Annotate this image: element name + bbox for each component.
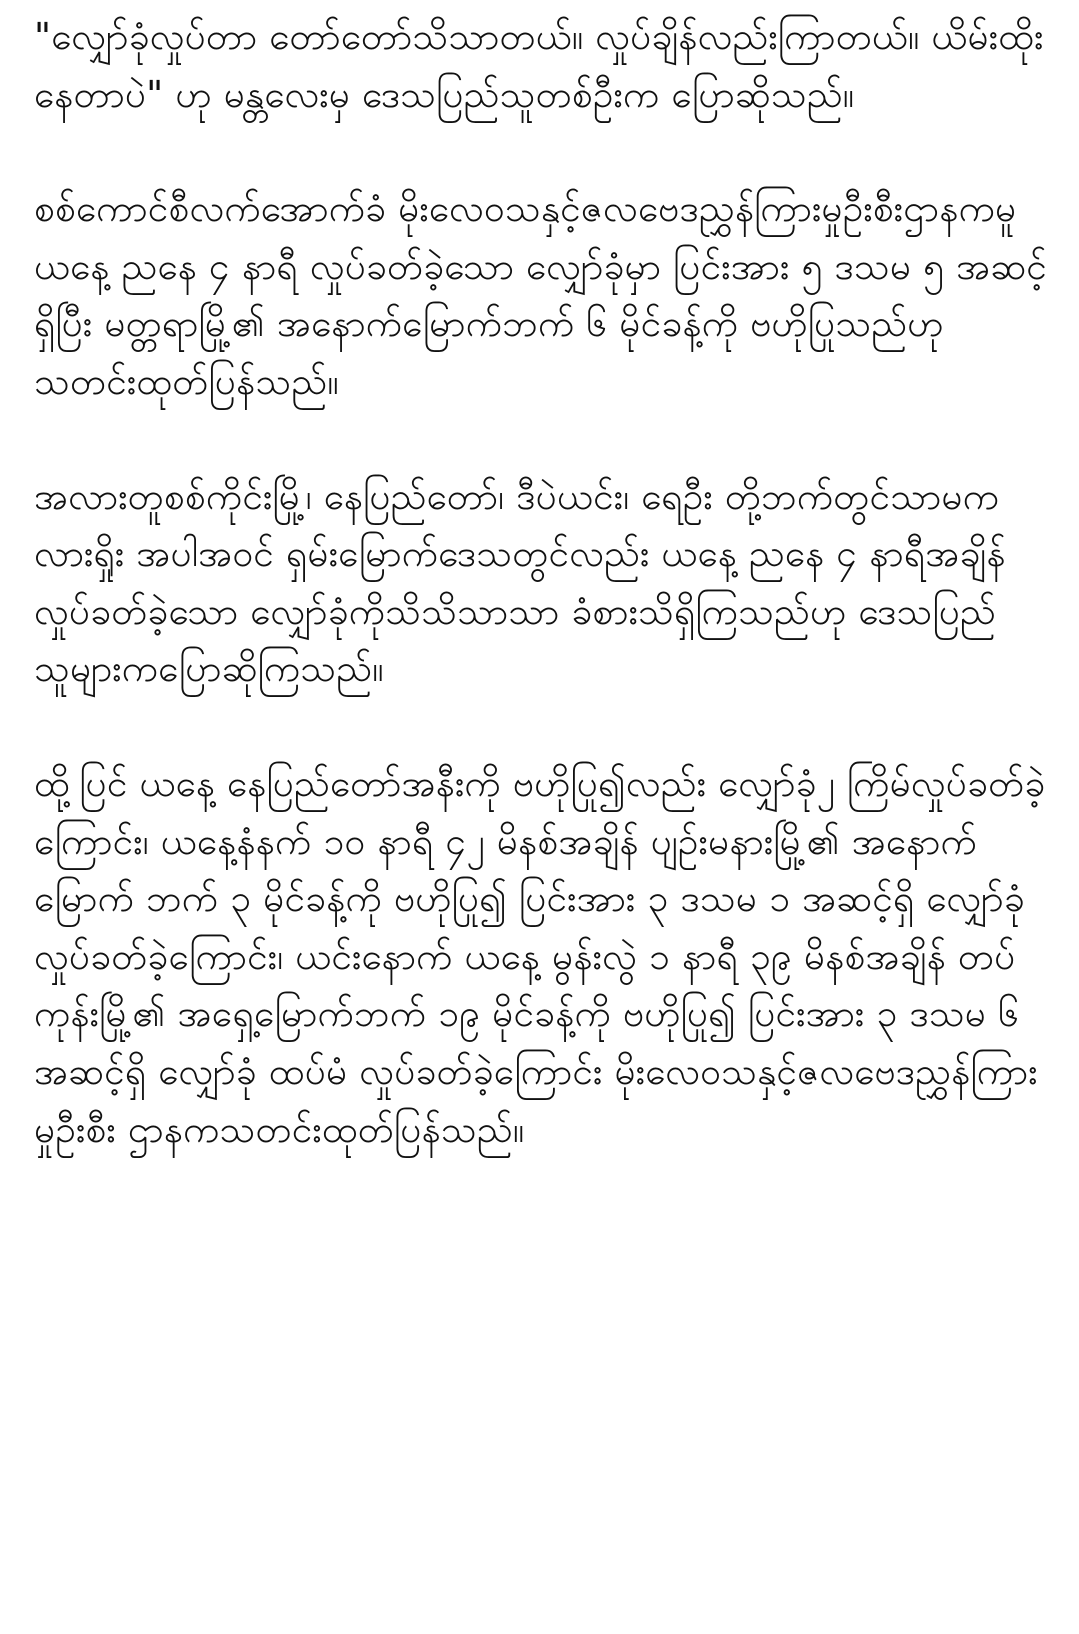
paragraph-spacer (34, 123, 1054, 180)
paragraph-spacer (34, 411, 1054, 468)
paragraph-quote: "လျှော်ခုံလှုပ်တာ တော်တော်သိသာတယ်။ လှုပ်ချိန်လည်းကြာတယ်။ ယိမ်းထိုးနေတာပဲ" ဟု မန္တလေးမှ ဒေသပြည်သူတစ်ဦးက ပြောဆိုသည်။ (34, 15, 1044, 116)
article-body (34, 8, 1054, 1158)
paragraph-spacer (34, 698, 1054, 755)
paragraph-regional-reports: အလားတူစစ်ကိုင်းမြို့၊ နေပြည်တော်၊ ဒီပဲယင်း၊ ရေဦး တို့ဘက်တွင်သာမက လားရှိုး အပါအဝင် ရှမ်းမြောက်ဒေသတွင်လည်း ယနေ့ ညနေ ၄ နာရီအချိန် လှုပ်ခတ်ခဲ့သော လျှော်ခုံကိုသိသိသာသာ ခံစားသိရှိကြသည်ဟု ဒေသပြည်သူများကပြောဆိုကြသည်။ (34, 474, 1006, 691)
paragraph-official-statement: စစ်ကောင်စီလက်အောက်ခံ မိုးလေဝသနှင့်ဇလဗေဒညွှန်ကြားမှုဦးစီးဌာနကမူ ယနေ့ ညနေ ၄ နာရီ လှုပ်ခတ်ခဲ့သော လျှော်ခုံမှာ ပြင်းအား ၅ ဒသမ ၅ အဆင့်ရှိပြီး မတ္တရာမြို့၏ အနောက်မြောက်ဘက် ၆ မိုင်ခန့်ကို ဗဟိုပြုသည်ဟု သတင်းထုတ်ပြန်သည်။ (34, 187, 1048, 403)
paragraph-additional-quakes: ထို့ပြင် ယနေ့ နေပြည်တော်အနီးကို ဗဟိုပြု၍လည်း လျှော်ခုံ၂ ကြိမ်လှုပ်ခတ်ခဲ့ကြောင်း၊ ယနေ့နံနက် ၁၀ နာရီ ၄၂ မိနစ်အချိန် ပျဉ်းမနားမြို့၏ အနောက် မြောက် ဘက် ၃ မိုင်ခန့်ကို ဗဟိုပြု၍ ပြင်းအား ၃ ဒသမ ၁ အဆင့်ရှိ လျှော်ခုံလှုပ်ခတ်ခဲ့ကြောင်း၊ ယင်းနောက် ယနေ့ မွန်းလွဲ ၁ နာရီ ၃၉ မိနစ်အချိန် တပ်ကုန်းမြို့၏ အရှေ့မြောက်ဘက် ၁၉ မိုင်ခန့်ကို ဗဟိုပြု၍ ပြင်းအား ၃ ဒသမ ၆ အဆင့်ရှိ လျှော်ခုံ ထပ်မံ လှုပ်ခတ်ခဲ့ကြောင်း မိုးလေဝသနှင့်ဇလဗေဒညွှန်ကြားမှုဦးစီး ဌာနကသတင်းထုတ်ပြန်သည်။ (34, 761, 1046, 1151)
